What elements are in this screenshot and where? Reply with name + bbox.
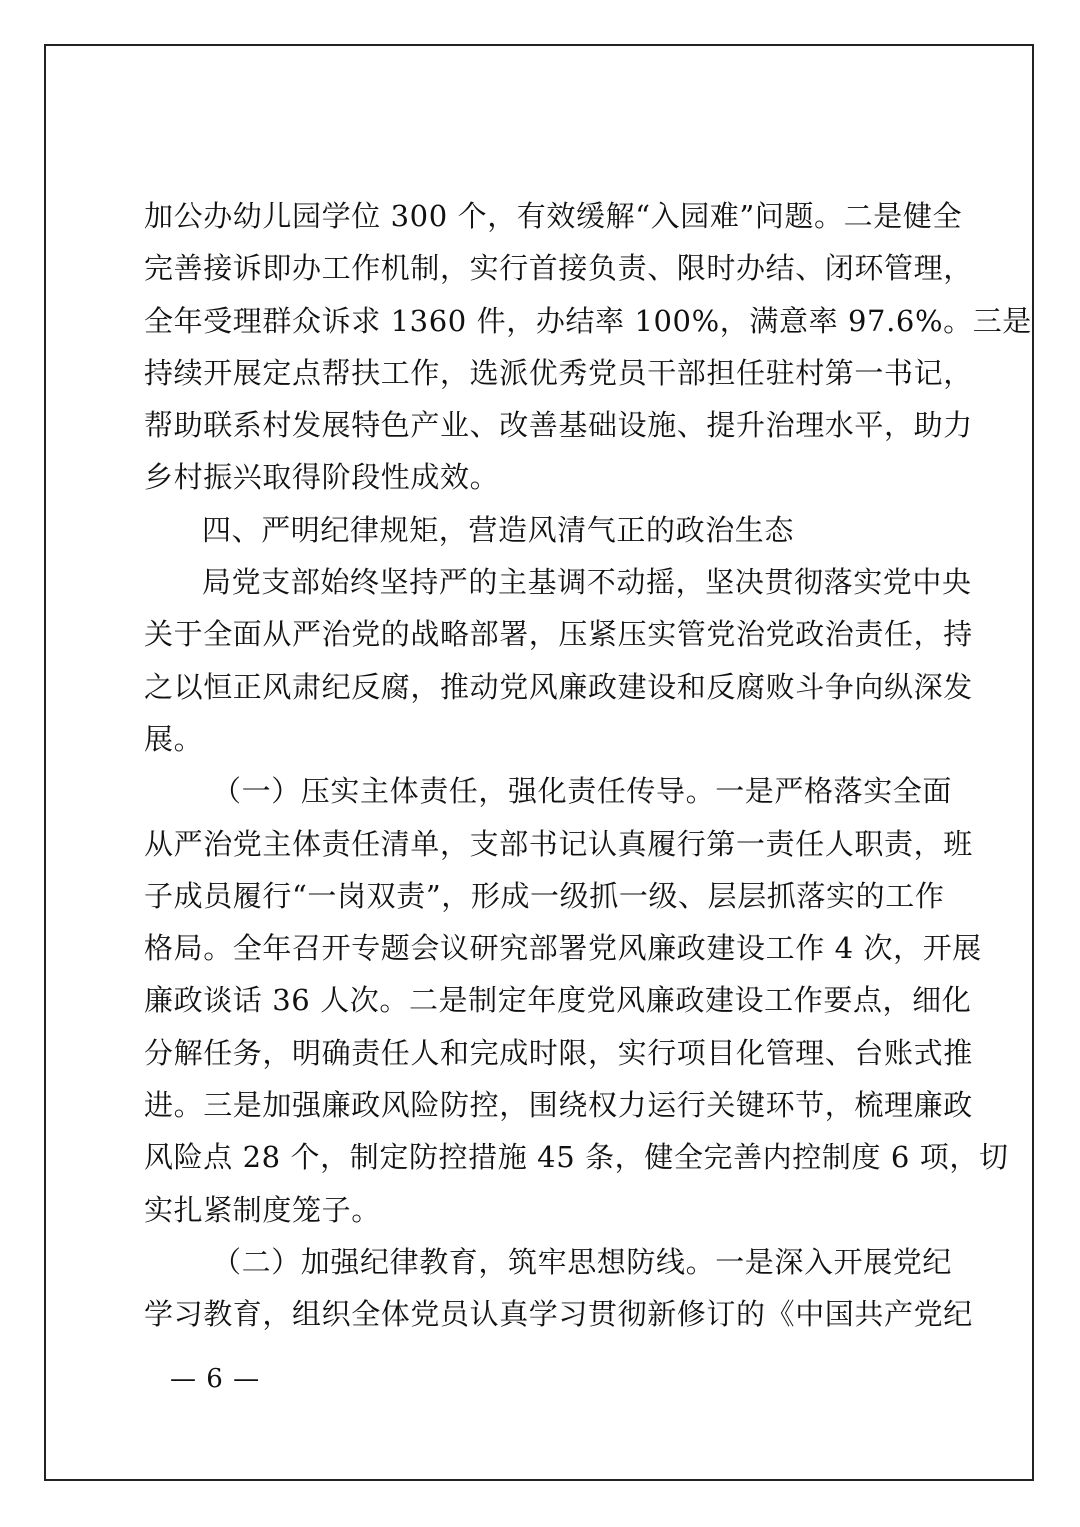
body-line: 廉政谈话 36 人次。二是制定年度党风廉政建设工作要点，细化 [144,983,972,1018]
body-line: 格局。全年召开专题会议研究部署党风廉政建设工作 4 次，开展 [144,931,982,966]
document-body [144,190,1032,1341]
subsection-heading-line: （一）压实主体责任，强化责任传导。一是严格落实全面 [212,774,953,809]
body-line: 学习教育，组织全体党员认真学习贯彻新修订的《中国共产党纪 [144,1297,973,1332]
page-number: — 6 — [170,1364,261,1394]
body-line: 持续开展定点帮扶工作，选派优秀党员干部担任驻村第一书记， [144,355,973,390]
body-line: 之以恒正风肃纪反腐，推动党风廉政建设和反腐败斗争向纵深发 [144,669,973,704]
subsection-heading-line: （二）加强纪律教育，筑牢思想防线。一是深入开展党纪 [212,1244,953,1279]
body-line: 进。三是加强廉政风险防控，围绕权力运行关键环节，梳理廉政 [144,1088,973,1123]
body-line: 展。 [144,721,204,756]
body-line: 关于全面从严治党的战略部署，压紧压实管党治党政治责任，持 [144,617,973,652]
body-line: 分解任务，明确责任人和完成时限，实行项目化管理、台账式推 [144,1035,973,1070]
body-line: 乡村振兴取得阶段性成效。 [144,460,500,495]
body-line: 完善接诉即办工作机制，实行首接负责、限时办结、闭环管理， [144,251,973,286]
body-line: 风险点 28 个，制定防控措施 45 条，健全完善内控制度 6 项，切 [144,1140,1009,1175]
section-heading: 四、严明纪律规矩，营造风清气正的政治生态 [202,512,795,547]
body-line: 全年受理群众诉求 1360 件，办结率 100%，满意率 97.6%。三是 [144,303,1032,338]
body-line: 实扎紧制度笼子。 [144,1192,381,1227]
body-line: 子成员履行“一岗双责”，形成一级抓一级、层层抓落实的工作 [144,878,945,913]
body-line: 从严治党主体责任清单，支部书记认真履行第一责任人职责，班 [144,826,973,861]
paragraph-start-line: 局党支部始终坚持严的主基调不动摇，坚决贯彻落实党中央 [202,565,972,600]
body-line: 帮助联系村发展特色产业、改善基础设施、提升治理水平，助力 [144,408,973,443]
body-line: 加公办幼儿园学位 300 个，有效缓解“入园难”问题。二是健全 [144,199,963,233]
